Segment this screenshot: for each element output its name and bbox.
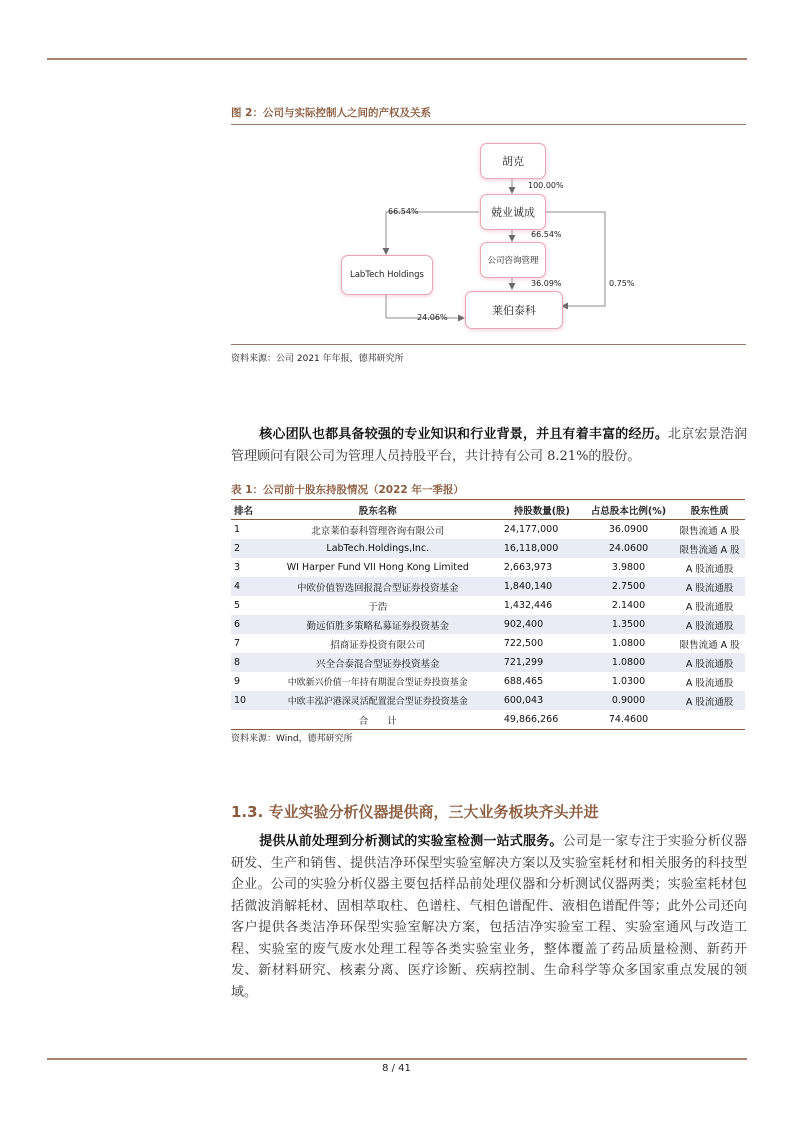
header-rank: 排名: [231, 500, 262, 520]
cell-type: A 股流通股: [685, 563, 734, 575]
figure-title: 图 2：公司与实际控制人之间的产权及关系: [231, 107, 431, 119]
cell-rank: 3: [234, 562, 241, 573]
cell-qty: 902,400: [494, 615, 583, 634]
cell-type: [674, 710, 745, 730]
cell-type: A 股流通股: [674, 653, 745, 672]
figure-bottom-rule: [231, 344, 746, 345]
table-title: 表 1：公司前十股东持股情况（2022 年一季报）: [231, 484, 464, 496]
table-row: [231, 691, 745, 710]
page-number: 8 / 41: [382, 1063, 411, 1074]
cell-ratio: 1.3500: [583, 615, 675, 634]
paragraph-team-body: 北京宏景浩润管理顾问有限公司为管理人员持股平台，共计持有公司 8.21%的股份。: [231, 427, 747, 464]
footer-rule: [47, 1058, 747, 1060]
header-type: 股东性质: [674, 500, 745, 520]
cell-ratio: 1.0800: [583, 653, 675, 672]
table-row: [231, 615, 745, 634]
cell-type: 限售流通 A 股: [674, 539, 745, 558]
cell-type: A 股流通股: [674, 577, 745, 596]
cell-total-ratio: 74.4600: [583, 710, 675, 730]
cell-qty: 1,840,140: [494, 577, 583, 596]
cell-type: A 股流通股: [685, 677, 734, 689]
figure-source: 资料来源：公司 2021 年年报，德邦研究所: [231, 354, 404, 364]
node-jiuye: 兢业诚成: [480, 194, 546, 230]
cell-rank: 5: [234, 600, 241, 611]
node-hu-ke: 胡克: [480, 143, 546, 179]
cell-qty: 721,299: [494, 653, 583, 672]
cell-name: 招商证券投资有限公司: [330, 639, 426, 651]
paragraph-team-lead: 核心团队也都具备较强的专业知识和行业背景，并且有着丰富的经历。: [259, 427, 669, 442]
cell-name: 兴全合泰混合型证券投资基金: [262, 653, 494, 672]
cell-total-label: 合 计: [262, 710, 494, 730]
table-header-row: [231, 500, 745, 520]
cell-rank: 2: [231, 539, 262, 558]
pct-jiuye-consulting: 66.54%: [531, 230, 562, 239]
header-name: 股东名称: [262, 500, 494, 520]
cell-qty: 688,465: [503, 676, 544, 687]
cell-name: LabTech.Holdings,Inc.: [262, 539, 494, 558]
figure-top-rule: [231, 124, 746, 125]
node-laibo: 莱伯泰科: [465, 291, 563, 329]
cell-type: A 股流通股: [685, 601, 734, 613]
cell-qty: 24,177,000: [503, 524, 559, 535]
paragraph-business-lead: 提供从前处理到分析测试的实验室检测一站式服务。: [259, 834, 563, 849]
cell-name: WI Harper Fund VII Hong Kong Limited: [286, 562, 469, 573]
table-row: [231, 539, 745, 558]
table-row: [231, 672, 745, 691]
cell-qty: 722,500: [503, 638, 544, 649]
table-row: [231, 520, 745, 540]
table-row: [231, 653, 745, 672]
cell-ratio: 36.0900: [608, 524, 649, 535]
table-row: [231, 634, 745, 653]
cell-ratio: 2.7500: [583, 577, 675, 596]
pct-labtech-laibo: 24.06%: [417, 313, 448, 322]
shareholders-table: [231, 499, 745, 730]
cell-qty: 1,432,446: [503, 600, 553, 611]
table-row: [231, 558, 745, 577]
paragraph-business: [231, 831, 747, 1003]
section-heading: 1.3. 专业实验分析仪器提供商，三大业务板块齐头并进: [231, 803, 599, 821]
paragraph-team: [231, 424, 747, 467]
cell-rank: 1: [234, 524, 241, 535]
cell-ratio: 1.0800: [611, 638, 646, 649]
cell-ratio: 3.9800: [611, 562, 646, 573]
edge-jiuye-labtech: [386, 212, 479, 254]
cell-name: 中欧价值智选回报混合型证券投资基金: [262, 577, 494, 596]
cell-type: A 股流通股: [674, 691, 745, 710]
cell-name: 北京莱伯泰科管理咨询有限公司: [311, 525, 445, 537]
cell-qty: 600,043: [494, 691, 583, 710]
header-rule: [47, 58, 747, 60]
ownership-diagram: [231, 130, 746, 340]
cell-type: 限售流通 A 股: [679, 639, 740, 651]
pct-jiuye-laibo: 0.75%: [609, 279, 635, 288]
pct-consulting-laibo: 36.09%: [531, 279, 562, 288]
node-consulting: 公司咨询管理: [480, 242, 546, 278]
cell-type: A 股流通股: [674, 615, 745, 634]
cell-name: 于浩: [368, 601, 388, 613]
table-row: [231, 596, 745, 615]
cell-qty: 2,663,973: [503, 562, 553, 573]
cell-rank: [231, 710, 262, 730]
cell-name: 中欧丰泓沪港深灵活配置混合型证券投资基金: [262, 691, 494, 710]
cell-name: 中欧新兴价值一年持有期混合型证券投资基金: [287, 678, 468, 688]
cell-ratio: 2.1400: [611, 600, 646, 611]
cell-ratio: 0.9000: [583, 691, 675, 710]
cell-rank: 7: [234, 638, 241, 649]
cell-rank: 8: [231, 653, 262, 672]
pct-hu-jiuye: 100.00%: [528, 181, 564, 190]
node-labtech: LabTech Holdings: [341, 255, 433, 295]
cell-total-qty: 49,866,266: [494, 710, 583, 730]
table-total-row: [231, 710, 745, 730]
header-ratio: 占总股本比例(%): [583, 500, 675, 520]
header-qty: 持股数量(股): [494, 500, 583, 520]
cell-rank: 10: [231, 691, 262, 710]
cell-rank: 9: [234, 676, 241, 687]
table-source: 资料来源：Wind，德邦研究所: [231, 734, 353, 744]
cell-ratio: 24.0600: [583, 539, 675, 558]
cell-qty: 16,118,000: [494, 539, 583, 558]
paragraph-business-body: 公司是一家专注于实验分析仪器研发、生产和销售、提供洁净环保型实验室解决方案以及实验室耗材和相关服务的科技型企业。公司的实验分析仪器主要包括样品前处理仪器和分析测试仪器两类；实验室耗材包括微波消解耗材、固相萃取柱、色谱柱、气相色谱配件、液相色谱配件等；此外公司还向客户提供各类洁净环保型实验室解决方案，包括洁净实验室工程、实验室通风与改造工程、实验室的废气废水处理工程等各类实验室业务，整体覆盖了药品质量检测、新药开发、新材料研究、核素分离、医疗诊断、疾病控制、生命科学等众多国家重点发展的领域。: [231, 834, 747, 1000]
cell-name: 勤远佰胜多策略私募证券投资基金: [262, 615, 494, 634]
pct-jiuye-labtech: 66.54%: [388, 207, 419, 216]
cell-ratio: 1.0300: [611, 676, 646, 687]
cell-type: 限售流通 A 股: [679, 525, 740, 537]
cell-rank: 6: [231, 615, 262, 634]
cell-rank: 4: [231, 577, 262, 596]
table-row: [231, 577, 745, 596]
